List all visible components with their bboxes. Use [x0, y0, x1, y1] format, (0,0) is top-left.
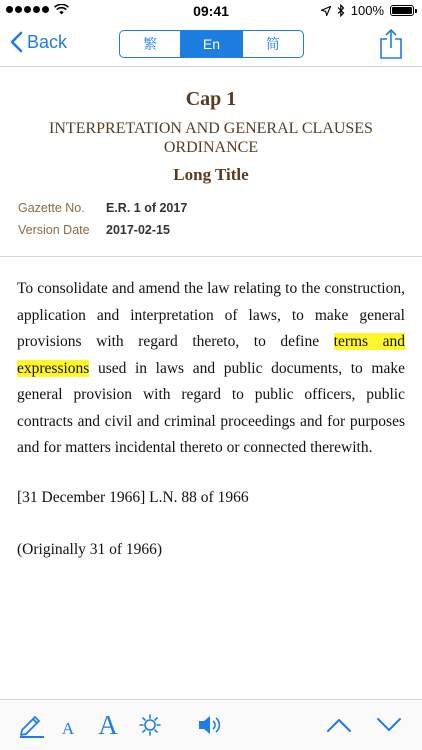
gazette-row [18, 197, 187, 219]
read-aloud-button[interactable] [197, 712, 223, 738]
long-title-text [17, 276, 405, 462]
chapter-title: Cap 1 [185, 88, 237, 110]
segment-english[interactable]: En [181, 31, 242, 57]
brightness-button[interactable] [137, 712, 163, 738]
divider [0, 256, 422, 257]
document-body [17, 276, 405, 560]
highlight-button[interactable] [18, 712, 46, 738]
decrease-font-button[interactable]: A [61, 719, 75, 738]
version-label: Version Date [18, 223, 90, 237]
chevron-down-icon [376, 717, 402, 733]
highlighter-icon [18, 712, 46, 738]
back-label: Back [27, 31, 68, 52]
gazette-value: E.R. 1 of 2017 [106, 201, 188, 215]
previous-match-button[interactable] [326, 714, 352, 736]
document-header [0, 88, 422, 185]
chevron-left-icon [10, 31, 23, 53]
navigation-bar [0, 22, 422, 67]
brightness-icon [138, 713, 162, 737]
bottom-toolbar [0, 699, 422, 750]
status-time: 09:41 [193, 3, 229, 19]
speaker-icon [197, 713, 223, 737]
increase-font-button[interactable]: A [98, 709, 118, 740]
version-value: 2017-02-15 [106, 223, 170, 237]
text-after-highlight: used in laws and public documents, to make general provision with regard to public officers, public contracts and civil and criminal proceedings and for purposes and for matters incidental thereto or connected therewith. [17, 359, 405, 456]
version-row [18, 219, 187, 241]
commencement-note: [31 December 1966] L.N. 88 of 1966 [17, 488, 249, 506]
location-icon [321, 6, 331, 16]
status-bar [0, 0, 422, 22]
segment-simplified-chinese[interactable]: 简 [265, 36, 280, 52]
battery-percent: 100% [350, 3, 384, 18]
chevron-up-icon [326, 717, 352, 733]
language-segmented-control [119, 30, 304, 58]
back-button[interactable] [10, 31, 67, 53]
ordinance-title: INTERPRETATION AND GENERAL CLAUSES ORDINANCE [49, 120, 373, 156]
next-match-button[interactable] [376, 714, 402, 736]
battery-icon [390, 5, 414, 16]
section-heading: Long Title [173, 165, 249, 184]
gazette-label: Gazette No. [18, 201, 85, 215]
origin-note: (Originally 31 of 1966) [17, 540, 163, 558]
segment-traditional-chinese[interactable]: 繁 [120, 31, 181, 57]
text-before-highlight: To consolidate and amend the law relating to the construction, application and interpretation of laws, to make general provisions with regard thereto, to define [17, 280, 405, 350]
document-meta [18, 197, 187, 241]
highlighted-text[interactable]: terms and expressions [17, 333, 405, 377]
bluetooth-icon [337, 4, 345, 17]
share-button[interactable] [378, 28, 404, 60]
share-icon [378, 28, 404, 60]
